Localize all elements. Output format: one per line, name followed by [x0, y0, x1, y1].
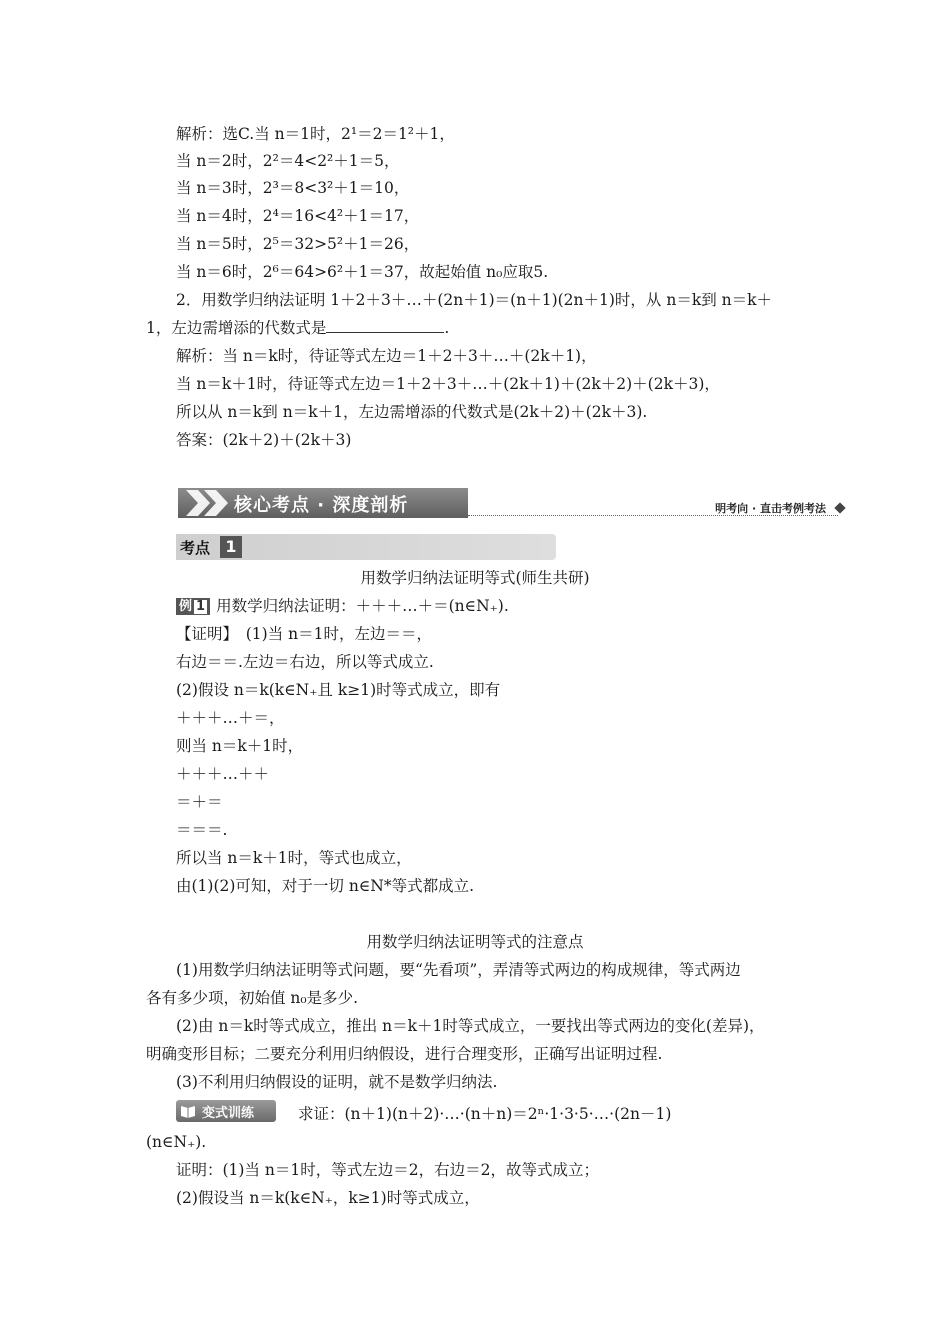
- example-1: [176, 596, 509, 616]
- question-2-line-2: [146, 318, 449, 338]
- proof-line: ＝＝＝.: [176, 821, 228, 839]
- solution-line: 当 n＝4时，2⁴＝16<4²＋1＝17，: [176, 207, 420, 225]
- book-icon: [179, 1103, 197, 1119]
- example-text: 用数学归纳法证明：＋＋＋…＋＝(n∈N₊).: [216, 597, 509, 615]
- solution-line: 解析：当 n＝k时，待证等式左边＝1＋2＋3＋…＋(2k＋1)，: [176, 347, 597, 365]
- section-banner: [178, 484, 848, 520]
- example-tag-label: 例: [179, 599, 193, 614]
- note-line: (2)由 n＝k时等式成立，推出 n＝k＋1时等式成立，一要找出等式两边的变化(差异)，: [176, 1017, 765, 1035]
- kaodian-number: 1: [220, 536, 242, 558]
- diamond-icon: [834, 502, 845, 513]
- kaodian-bar: [176, 534, 556, 560]
- proof-line: (2)假设 n＝k(k∈N₊且 k≥1)时等式成立，即有: [176, 681, 501, 699]
- banner-subtitle: 明考向 · 直击考例考法: [715, 502, 826, 515]
- proof-line: ＋＋＋…＋＋: [176, 765, 270, 783]
- note-line: 明确变形目标；二要充分利用归纳假设，进行合理变形，正确写出证明过程.: [146, 1045, 663, 1063]
- solution-line: 解析：选C.当 n＝1时，2¹＝2＝1²＋1，: [176, 125, 455, 143]
- variant-text-2: (n∈N₊).: [146, 1133, 207, 1151]
- proof-line: ＝＋＝: [176, 793, 223, 811]
- solution-line: 所以从 n＝k到 n＝k＋1，左边需增添的代数式是(2k＋2)＋(2k＋3).: [176, 403, 648, 421]
- example-tag: [176, 598, 210, 615]
- solution-line: 当 n＝6时，2⁶＝64>6²＋1＝37，故起始值 n₀应取5.: [176, 263, 549, 281]
- note-line: (1)用数学归纳法证明等式问题，要“先看项”，弄清等式两边的构成规律，等式两边: [176, 961, 741, 979]
- solution-line: 当 n＝5时，2⁵＝32>5²＋1＝26，: [176, 235, 420, 253]
- note-title: 用数学归纳法证明等式的注意点: [366, 933, 584, 951]
- kaodian-label: 考点: [180, 539, 211, 557]
- proof-line: 由(1)(2)可知，对于一切 n∈N*等式都成立.: [176, 877, 475, 895]
- double-chevron-icon: [184, 488, 232, 518]
- variant-tag-label: 变式训练: [202, 1106, 255, 1121]
- variant-text: 求证：(n＋1)(n＋2)·…·(n＋n)＝2ⁿ·1·3·5·…·(2n－1): [298, 1105, 672, 1123]
- proof-line: 【证明】 (1)当 n＝1时，左边＝＝，: [176, 625, 432, 643]
- section-title: 用数学归纳法证明等式(师生共研): [360, 569, 590, 587]
- answer-blank: [326, 318, 444, 333]
- solution-line: 当 n＝k＋1时，待证等式左边＝1＋2＋3＋…＋(2k＋1)＋(2k＋2)＋(2k＋3)，: [176, 375, 720, 393]
- proof-line: 右边＝＝.左边＝右边，所以等式成立.: [176, 653, 434, 671]
- solution-line: 当 n＝2时，2²＝4<2²＋1＝5，: [176, 152, 400, 170]
- solution-line: 当 n＝3时，2³＝8<3²＋1＝10，: [176, 179, 410, 197]
- banner-title: 核心考点 · 深度剖析: [234, 495, 409, 516]
- example-tag-number: 1: [196, 599, 206, 614]
- proof-line: ＋＋＋…＋＝，: [176, 709, 285, 727]
- question-2-end: .: [444, 319, 450, 337]
- variant-proof-line: 证明：(1)当 n＝1时，等式左边＝2，右边＝2，故等式成立；: [176, 1161, 599, 1179]
- proof-line: 则当 n＝k＋1时，: [176, 737, 304, 755]
- answer-line: 答案：(2k＋2)＋(2k＋3): [176, 431, 352, 449]
- note-line: (3)不利用归纳假设的证明，就不是数学归纳法.: [176, 1073, 498, 1091]
- note-line: 各有多少项，初始值 n₀是多少.: [146, 989, 359, 1007]
- variant-proof-line: (2)假设当 n＝k(k∈N₊，k≥1)时等式成立，: [176, 1189, 480, 1207]
- proof-line: 所以当 n＝k＋1时，等式也成立，: [176, 849, 412, 867]
- variant-training-tag: [176, 1100, 280, 1122]
- question-2-line-1: 2．用数学归纳法证明 1＋2＋3＋…＋(2n＋1)＝(n＋1)(2n＋1)时，从 n＝k到 n＝k＋: [176, 291, 773, 309]
- question-2-text: 1，左边需增添的代数式是: [146, 319, 327, 337]
